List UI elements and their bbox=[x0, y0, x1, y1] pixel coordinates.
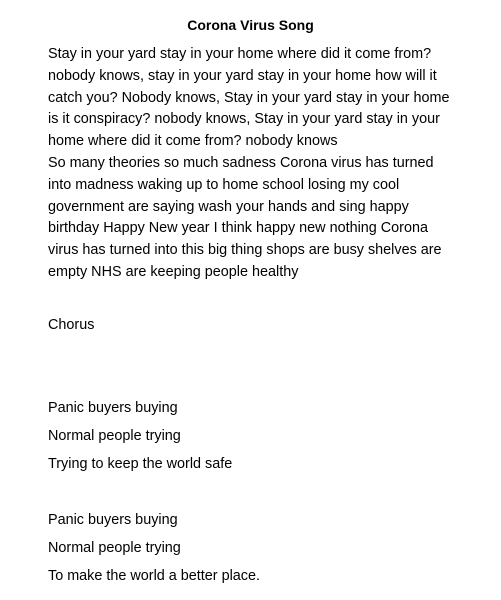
chorus-line: Normal people trying bbox=[48, 428, 181, 444]
chorus-line: Panic buyers buying bbox=[48, 400, 178, 416]
verse-2-paragraph: So many theories so much sadness Corona virus has turned into madness waking up to home school losing my cool government are saying wash your hands and sing happy birthday Happy New year I think happy new nothing Corona virus has turned into this big thing shops are busy shelves are empty NHS are keeping people healthy bbox=[48, 155, 442, 280]
chorus-line: Trying to keep the world safe bbox=[48, 456, 233, 472]
song-title: Corona Virus Song bbox=[187, 17, 314, 33]
chorus-heading: Chorus bbox=[48, 317, 95, 333]
chorus-line: Normal people trying bbox=[48, 540, 181, 556]
chorus-line: Panic buyers buying bbox=[48, 512, 178, 528]
chorus-line: To make the world a better place. bbox=[48, 568, 260, 584]
verse-1-paragraph: Stay in your yard stay in your home where did it come from? nobody knows, stay in your yard stay in your home how will it catch you? Nobody knows, Stay in your yard stay in your home is it conspiracy? nobody knows, Stay in your yard stay in your home where did it come from? nobody knows bbox=[48, 46, 450, 150]
